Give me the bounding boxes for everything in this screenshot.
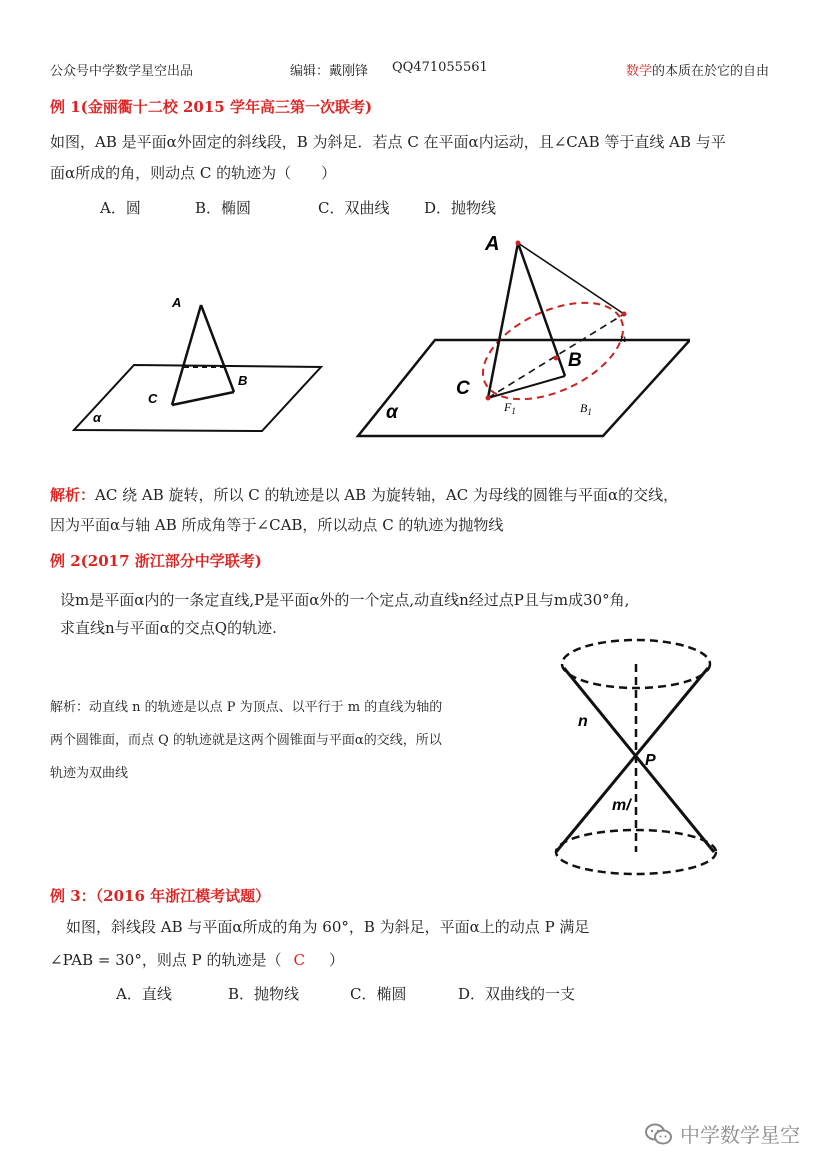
wechat-icon (644, 1122, 674, 1146)
ex3-option-c: C．椭圆 (350, 985, 407, 1003)
label-a-large: A (485, 233, 500, 255)
label-c-large: C (456, 378, 470, 399)
ex3-question-line1: 如图，斜线段 AB 与平面α所成的角为 60°，B 为斜足，平面α上的动点 P 满足 (66, 918, 590, 936)
ex3-option-a: A．直线 (116, 985, 172, 1003)
ex1-figure-large (348, 226, 690, 452)
header-editor: 编辑：戴刚锋 (290, 64, 369, 79)
ex1-question-line1: 如图，AB 是平面α外固定的斜线段，B 为斜足．若点 C 在平面α内运动，且∠CAB 等于直线 AB 与平 (50, 133, 726, 151)
plane-alpha (74, 365, 321, 431)
ex1-option-d: D．抛物线 (424, 199, 497, 217)
ex1-solution-line1 (50, 485, 678, 506)
ex3-question-post: ） (328, 951, 344, 969)
cone-section-ellipse (468, 283, 638, 419)
label-b-large: B (568, 350, 582, 371)
header-motto-rest: 的本质在於它的自由 (652, 64, 770, 79)
ex1-solution-line2: 因为平面α与轴 AB 所成角等于∠CAB，所以动点 C 的轨迹为抛物线 (50, 516, 504, 534)
point-n (622, 312, 627, 317)
generatrix-2 (556, 668, 708, 852)
label-f1-main: F (504, 400, 512, 414)
header-motto (626, 60, 769, 79)
label-p: P (645, 752, 656, 769)
ex3-question-line2 (50, 950, 344, 971)
header-left: 公众号中学数学星空出品 (50, 64, 194, 79)
label-alpha: α (93, 410, 102, 425)
ex1-option-a: A．圆 (100, 199, 141, 217)
label-c: C (148, 391, 158, 406)
label-f1 (503, 400, 516, 416)
ex2-question-line2: 求直线n与平面α的交点Q的轨迹. (60, 619, 277, 637)
ex2-solution-line2: 两个圆锥面，而点 Q 的轨迹就是这两个圆锥面与平面α的交线，所以 (50, 733, 442, 748)
ex2-solution-line1: 解析：动直线 n 的轨迹是以点 P 为顶点、以平行于 m 的直线为轴的 (50, 700, 443, 715)
ex2-figure-double-cone (548, 638, 728, 876)
ex2-question-line1: 设m是平面α内的一条定直线,P是平面α外的一个定点,动直线n经过点P且与m成30°角, (60, 591, 630, 609)
ex1-figure-small (68, 295, 326, 435)
label-f1-sub: 1 (511, 406, 516, 416)
generatrix-1 (564, 668, 714, 852)
ex1-question-line2: 面α所成的角，则动点 C 的轨迹为（ ） (50, 164, 337, 182)
ex2-title: 例 2(2017 浙江部分中学联考) (50, 552, 262, 570)
ex3-title: 例 3：（2016 年浙江模考试题） (50, 887, 271, 905)
point-b (554, 356, 559, 361)
watermark-text: 中学数学星空 (680, 1123, 800, 1147)
segment-cb (172, 392, 234, 405)
header-motto-red: 数学 (626, 64, 653, 79)
point-a (516, 241, 521, 246)
label-b: B (238, 373, 248, 388)
point-c (486, 396, 491, 401)
label-b1-main: B (580, 401, 588, 415)
segment-ab (201, 305, 234, 392)
ex3-answer: C (293, 951, 305, 969)
label-n: n (620, 331, 626, 345)
segment-ac-large (488, 243, 518, 398)
ex1-option-c: C．双曲线 (318, 199, 390, 217)
ex3-question-pre: ∠PAB = 30°，则点 P 的轨迹是（ (50, 951, 282, 969)
label-alpha-large: α (386, 402, 398, 423)
header-qq: QQ471055561 (392, 60, 488, 75)
label-a: A (172, 295, 182, 310)
ex3-option-d: D．双曲线的一支 (458, 985, 576, 1003)
label-n: n (578, 713, 588, 730)
ex1-title: 例 1(金丽衢十二校 2015 学年高三第一次联考) (50, 98, 373, 116)
segment-ab-large (518, 243, 565, 376)
ex2-solution-line3: 轨迹为双曲线 (50, 766, 129, 781)
ex1-solution-label: 解析： (50, 486, 96, 504)
watermark (644, 1119, 800, 1148)
ex1-solution-text1: AC 绕 AB 旋转，所以 C 的轨迹是以 AB 为旋转轴，AC 为母线的圆锥与平面α的交线， (95, 486, 679, 504)
label-b1 (580, 401, 592, 417)
segment-ac (172, 305, 201, 405)
label-b1-sub: 1 (587, 407, 592, 417)
label-m: m/ (612, 797, 631, 814)
ex3-option-b: B．抛物线 (228, 985, 300, 1003)
ex1-option-b: B．椭圆 (195, 199, 252, 217)
